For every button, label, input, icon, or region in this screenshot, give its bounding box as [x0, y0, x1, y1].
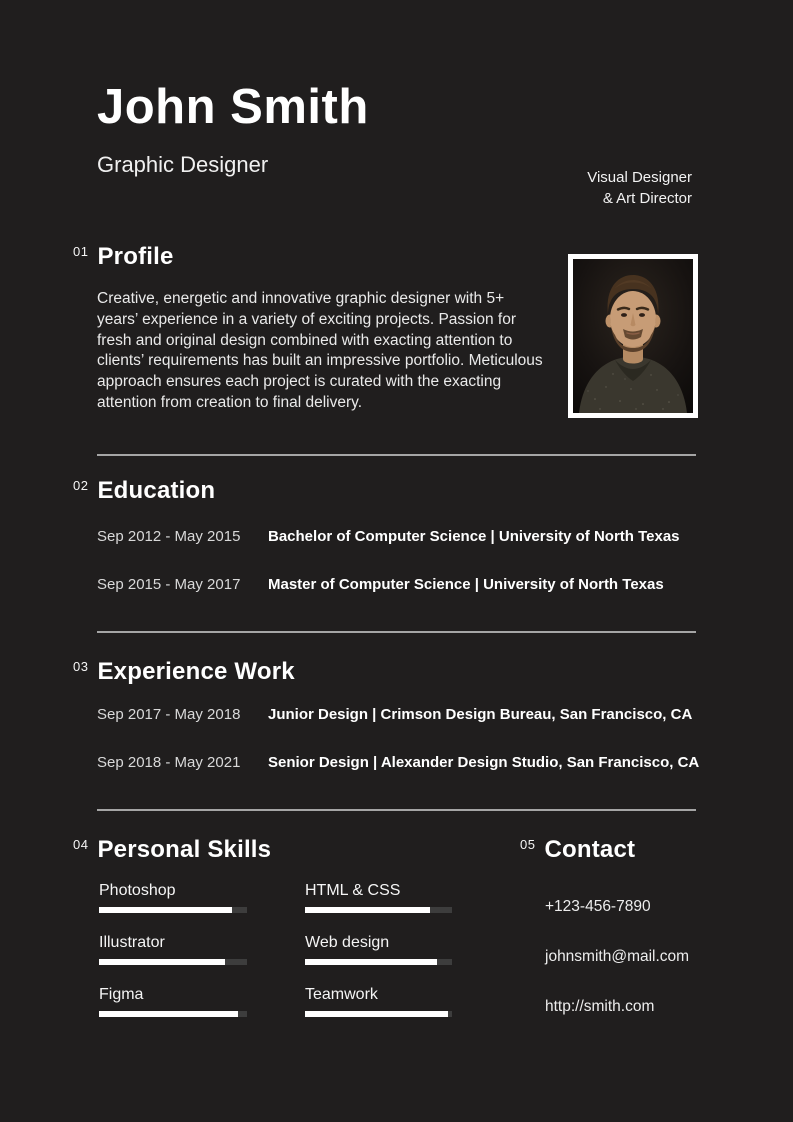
- skill-item: [99, 882, 247, 913]
- section-title-contact: Contact: [544, 836, 636, 863]
- skill-bar-fill: [99, 1011, 238, 1017]
- section-skills-heading: [73, 836, 271, 864]
- skill-label: Photoshop: [99, 882, 176, 899]
- portrait-photo-illustration: [573, 259, 693, 413]
- skill-label: Teamwork: [305, 986, 378, 1003]
- section-title-skills: Personal Skills: [97, 836, 272, 863]
- skill-bar-track: [305, 907, 452, 913]
- contact-email[interactable]: johnsmith@mail.com: [545, 948, 690, 965]
- section-education-heading: [73, 477, 215, 505]
- experience-detail: Senior Design | Alexander Design Studio, San Francisco, CA: [268, 754, 700, 771]
- section-number-skills: 04: [73, 837, 89, 852]
- skill-item: [99, 934, 247, 965]
- skills-grid: [99, 882, 452, 1017]
- experience-dates: Sep 2017 - May 2018: [97, 706, 241, 723]
- tagline-line-1: Visual Designer: [587, 169, 692, 186]
- person-role: Graphic Designer: [97, 152, 269, 177]
- divider: [97, 454, 696, 456]
- skill-item: [305, 986, 452, 1017]
- contact-website[interactable]: http://smith.com: [545, 998, 655, 1015]
- skill-item: [305, 882, 452, 913]
- education-row: [97, 576, 680, 594]
- divider: [97, 809, 696, 811]
- skill-bar-track: [305, 1011, 452, 1017]
- experience-row: [97, 706, 699, 724]
- profile-summary: Creative, energetic and innovative graphic designer with 5+ years’ experience in a variety of exciting projects. Passion for fresh and original design combined with exacting attention to clients’ requirements has built an impressive portfolio. Meticulous approach ensures each project is curated with the exacting attention from creation to final delivery.: [97, 290, 543, 411]
- section-contact-heading: [520, 836, 635, 864]
- portrait-photo: [568, 254, 698, 418]
- section-title-experience: Experience Work: [97, 658, 295, 685]
- divider: [97, 631, 696, 633]
- experience-detail: Junior Design | Crimson Design Bureau, San Francisco, CA: [268, 706, 693, 723]
- experience-dates: Sep 2018 - May 2021: [97, 754, 241, 771]
- section-title-education: Education: [97, 477, 216, 504]
- skill-bar-fill: [99, 959, 225, 965]
- education-row: [97, 528, 680, 546]
- skill-label: HTML & CSS: [305, 882, 401, 899]
- skill-label: Web design: [305, 934, 390, 951]
- skill-item: [99, 986, 247, 1017]
- skill-label: Illustrator: [99, 934, 165, 951]
- contact-phone[interactable]: +123-456-7890: [545, 898, 651, 915]
- skill-item: [305, 934, 452, 965]
- education-rows: [97, 528, 680, 624]
- section-number-contact: 05: [520, 837, 536, 852]
- experience-rows: [97, 706, 699, 802]
- contact-items: [545, 898, 689, 1048]
- section-number-education: 02: [73, 478, 89, 493]
- skill-bar-fill: [305, 907, 430, 913]
- skill-bar-track: [99, 1011, 247, 1017]
- section-number-profile: 01: [73, 244, 89, 259]
- skill-bar-track: [99, 959, 247, 965]
- skill-bar-fill: [305, 1011, 448, 1017]
- education-dates: Sep 2012 - May 2015: [97, 528, 241, 545]
- education-detail: Master of Computer Science | University of North Texas: [268, 576, 664, 593]
- skill-bar-track: [99, 907, 247, 913]
- skill-bar-fill: [305, 959, 437, 965]
- section-number-experience: 03: [73, 659, 89, 674]
- skill-bar-track: [305, 959, 452, 965]
- tagline-line-2: & Art Director: [602, 190, 692, 207]
- experience-row: [97, 754, 699, 772]
- person-name: John Smith: [97, 80, 369, 134]
- section-profile-heading: [73, 243, 174, 271]
- tagline: [587, 167, 692, 209]
- skill-label: Figma: [99, 986, 144, 1003]
- section-title-profile: Profile: [97, 243, 174, 270]
- skill-bar-fill: [99, 907, 232, 913]
- section-experience-heading: [73, 658, 295, 686]
- education-dates: Sep 2015 - May 2017: [97, 576, 241, 593]
- education-detail: Bachelor of Computer Science | University of North Texas: [268, 528, 680, 545]
